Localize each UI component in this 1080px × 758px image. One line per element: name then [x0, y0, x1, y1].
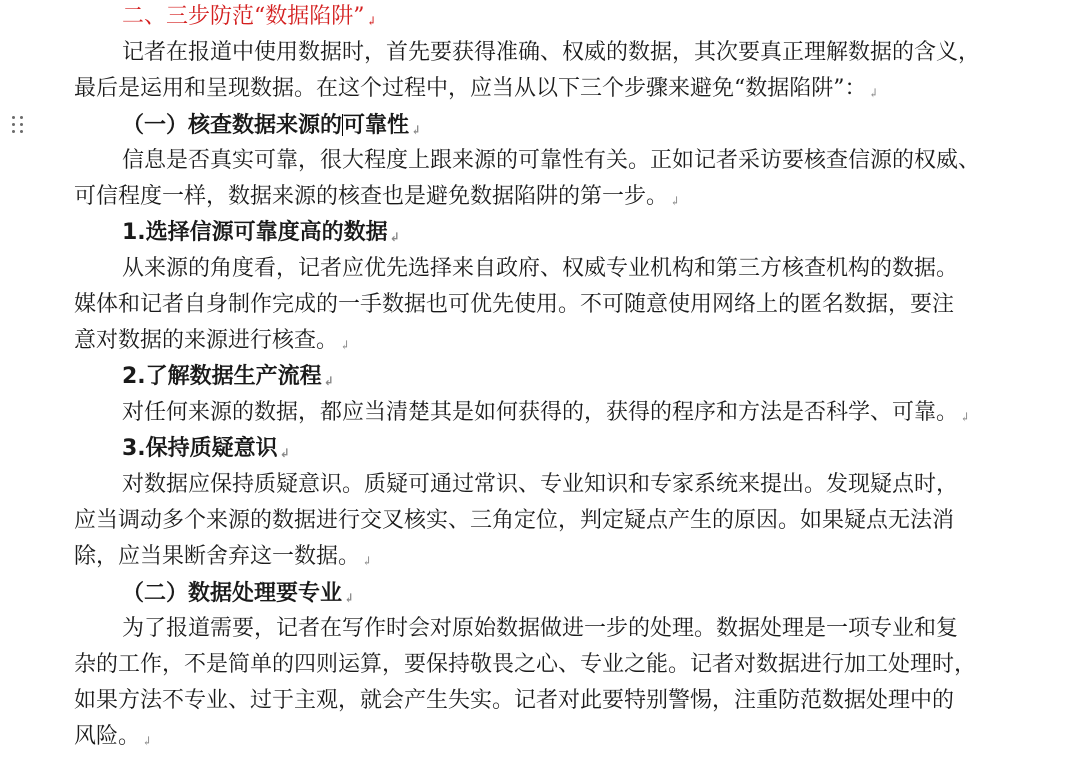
- paragraph-mark-icon: ↲: [868, 86, 879, 100]
- section2-line-4: 风险。 ↲: [74, 724, 153, 749]
- paragraph-mark-icon: ↲: [366, 14, 377, 28]
- section2-line-2: 杂的工作，不是简单的四则运算，要保持敬畏之心、专业之能。记者对数据进行加工处理时，: [74, 652, 977, 677]
- heading-main-text: 二、三步防范“数据陷阱”: [122, 4, 365, 29]
- intro-line-2: 最后是运用和呈现数据。在这个过程中，应当从以下三个步骤来避免“数据陷阱”： ↲: [74, 76, 879, 101]
- intro-line-1: 记者在报道中使用数据时，首先要获得准确、权威的数据，其次要真正理解数据的含义，: [122, 40, 981, 65]
- sub3-title: 3.保持质疑意识 ↲: [122, 436, 290, 461]
- heading-main: [122, 2, 377, 32]
- sub3-line-2: 应当调动多个来源的数据进行交叉核实、三角定位，判定疑点产生的原因。如果疑点无法消: [74, 508, 955, 533]
- paragraph-drag-handle-icon[interactable]: [12, 116, 24, 136]
- sub3-line-3: 除，应当果断舍弃这一数据。 ↲: [74, 544, 373, 569]
- sub1-line-3: 意对数据的来源进行核查。 ↲: [74, 328, 351, 353]
- paragraph-mark-icon: ↲: [279, 446, 290, 460]
- paragraph-mark-icon: ↲: [142, 734, 153, 748]
- paragraph-mark-icon: ↲: [411, 123, 422, 137]
- sub2-title: 2.了解数据生产流程 ↲: [122, 364, 334, 389]
- section1-title: （一）核查数据来源的可靠性 ↲: [122, 112, 422, 138]
- sub2-line-1: 对任何来源的数据，都应当清楚其是如何获得的，获得的程序和方法是否科学、可靠。 ↲: [122, 400, 971, 425]
- section2-line-1: 为了报道需要，记者在写作时会对原始数据做进一步的处理。数据处理是一项专业和复: [122, 616, 959, 641]
- section1-para-line-1: 信息是否真实可靠，很大程度上跟来源的可靠性有关。正如记者采访要核查信源的权威、: [122, 148, 981, 173]
- paragraph-mark-icon: ↲: [670, 194, 681, 208]
- paragraph-mark-icon: ↲: [389, 230, 400, 244]
- section2-title: （二）数据处理要专业 ↲: [122, 580, 355, 606]
- paragraph-mark-icon: ↲: [323, 374, 334, 388]
- paragraph-mark-icon: ↲: [340, 338, 351, 352]
- sub1-line-2: 媒体和记者自身制作完成的一手数据也可优先使用。不可随意使用网络上的匿名数据，要注: [74, 292, 955, 317]
- sub1-line-1: 从来源的角度看，记者应优先选择来自政府、权威专业机构和第三方核查机构的数据。: [122, 256, 959, 281]
- section2-line-3: 如果方法不专业、过于主观，就会产生失实。记者对此要特别警惕，注重防范数据处理中的: [74, 688, 955, 713]
- paragraph-mark-icon: ↲: [362, 554, 373, 568]
- section1-para-line-2: 可信程度一样，数据来源的核查也是避免数据陷阱的第一步。 ↲: [74, 184, 681, 209]
- sub1-title: 1.选择信源可靠度高的数据 ↲: [122, 220, 400, 245]
- paragraph-mark-icon: ↲: [344, 591, 355, 605]
- sub3-line-1: 对数据应保持质疑意识。质疑可通过常识、专业知识和专家系统来提出。发现疑点时，: [122, 472, 959, 497]
- paragraph-mark-icon: ↲: [960, 410, 971, 424]
